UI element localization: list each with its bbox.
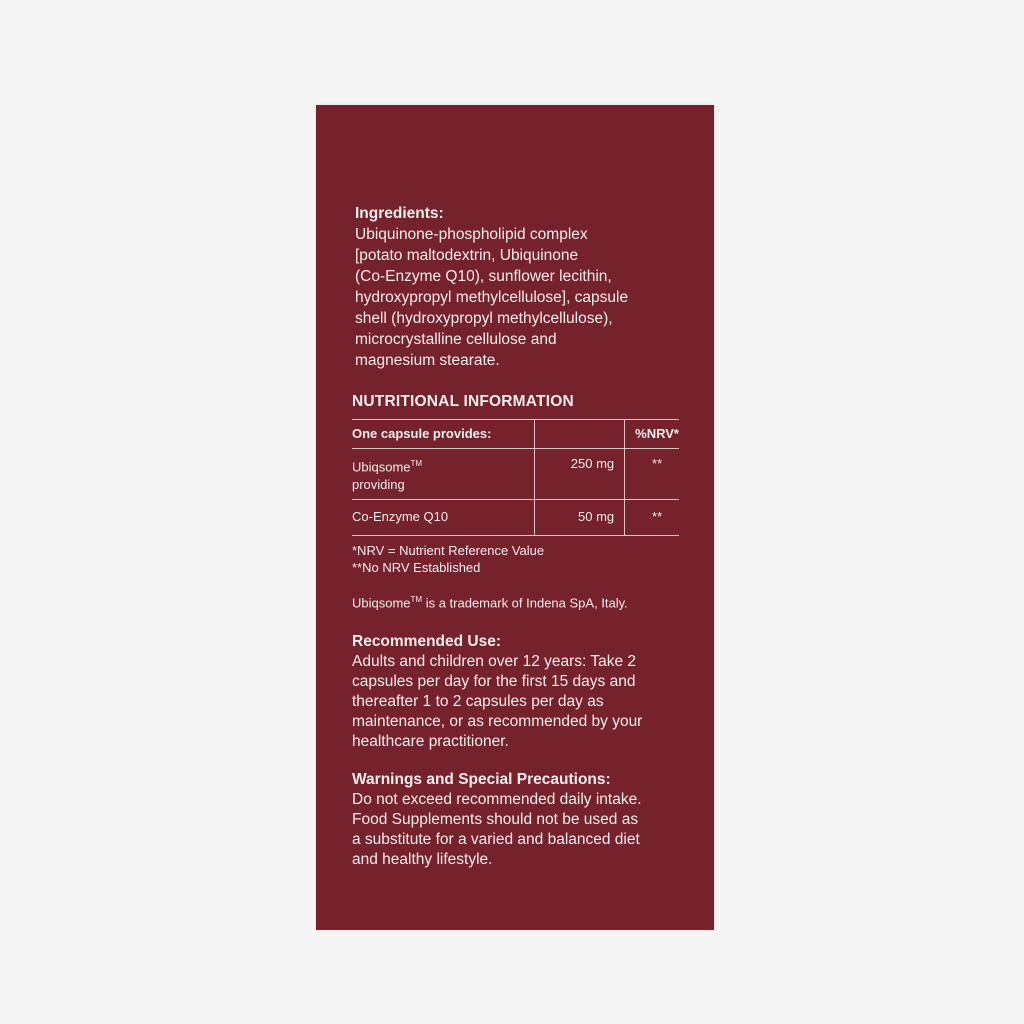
trademark-text: is a trademark of Indena SpA, Italy. bbox=[422, 595, 628, 611]
nutrient-nrv: ** bbox=[625, 500, 679, 536]
nutrition-footnotes bbox=[352, 542, 544, 576]
recommended-use-section bbox=[352, 632, 692, 752]
nutrient-name bbox=[352, 449, 535, 500]
recommended-use-text: Adults and children over 12 years: Take 2 capsules per day for the first 15 days and thereafter 1 to 2 capsules per day as maintenance, or as recommended by your healthcare practitioner. bbox=[352, 653, 643, 750]
warnings-section bbox=[352, 770, 692, 870]
trademark-symbol: TM bbox=[410, 459, 423, 468]
trademark-notice bbox=[352, 591, 628, 611]
nutritional-information-title: NUTRITIONAL INFORMATION bbox=[352, 393, 574, 410]
nutrition-table bbox=[352, 419, 679, 536]
header-nrv: %NRV* bbox=[625, 420, 679, 449]
footnote-nrv: *NRV = Nutrient Reference Value bbox=[352, 543, 545, 558]
label-panel bbox=[316, 105, 714, 930]
ingredients-section bbox=[355, 203, 685, 371]
nutrient-amount: 50 mg bbox=[535, 500, 625, 536]
table-row bbox=[352, 500, 679, 536]
ingredients-heading: Ingredients: bbox=[355, 205, 444, 222]
header-name: One capsule provides: bbox=[352, 420, 535, 449]
trademark-name: Ubiqsome bbox=[352, 595, 411, 611]
footnote-no-nrv: **No NRV Established bbox=[352, 560, 481, 575]
warnings-text: Do not exceed recommended daily intake. Food Supplements should not be used as a substitute for a varied and balanced diet and healthy lifestyle. bbox=[352, 791, 642, 868]
header-amount bbox=[535, 420, 625, 449]
nutrient-amount: 250 mg bbox=[535, 449, 625, 500]
nutrient-nrv: ** bbox=[625, 449, 679, 500]
nutrient-name-line1: Ubiqsome bbox=[352, 459, 411, 475]
recommended-use-heading: Recommended Use: bbox=[352, 633, 502, 650]
nutrient-name: Co-Enzyme Q10 bbox=[352, 500, 535, 536]
ingredients-text: Ubiquinone-phospholipid complex [potato maltodextrin, Ubiquinone (Co-Enzyme Q10), sunflower lecithin, hydroxypropyl methylcellulose], capsule shell (hydroxypropyl methylcellulose), microcrystalline cellulose and magnesium stearate. bbox=[355, 226, 629, 369]
warnings-heading: Warnings and Special Precautions: bbox=[352, 771, 611, 788]
table-row bbox=[352, 449, 679, 500]
nutrient-name-line2: providing bbox=[352, 477, 405, 493]
nutrition-table-header bbox=[352, 420, 679, 449]
trademark-symbol: TM bbox=[410, 595, 423, 604]
